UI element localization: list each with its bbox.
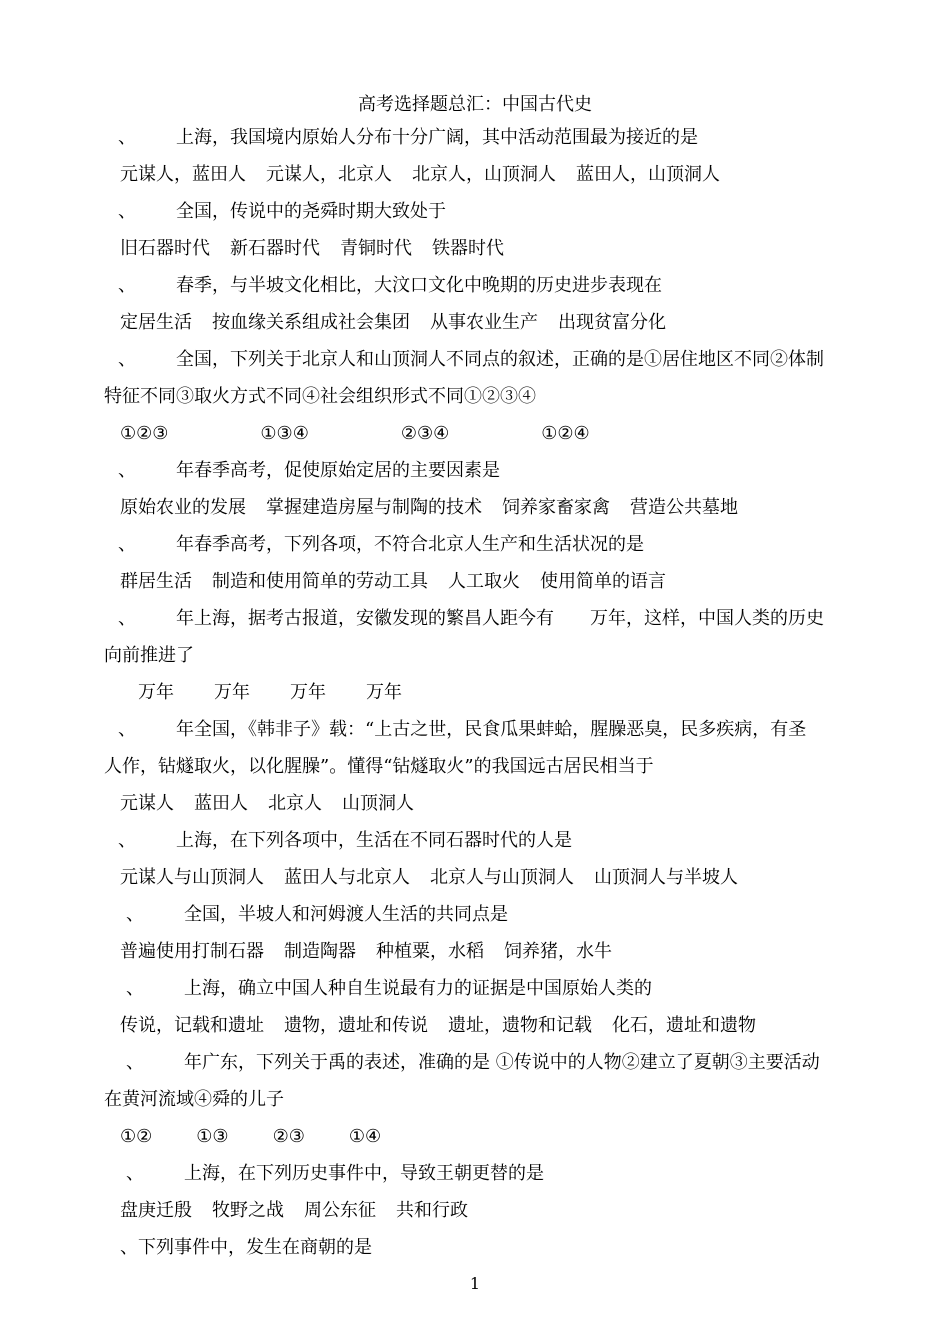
option: 新石器时代: [230, 238, 320, 259]
question-text-continued: 人作，钻燧取火，以化腥臊”。懂得“钻燧取火”的我国远古居民相当于: [104, 756, 654, 777]
option: 原始农业的发展: [120, 497, 246, 518]
question-text: 年广东，下列关于禹的表述，准确的是 ①传说中的人物②建立了夏朝③主要活动: [184, 1052, 820, 1073]
question-options: [120, 422, 682, 446]
question-text: 全国，下列关于北京人和山顶洞人不同点的叙述，正确的是①居住地区不同②体制: [176, 349, 824, 370]
option: 传说，记载和遗址: [120, 1015, 264, 1036]
option: 普遍使用打制石器: [120, 941, 264, 962]
question-text: 春季，与半坡文化相比，大汶口文化中晚期的历史进步表现在: [176, 275, 662, 296]
page-title: 高考选择题总汇：中国古代史: [358, 94, 592, 115]
question-number: 、: [126, 1163, 144, 1184]
question-stem: [126, 1162, 544, 1186]
option: 万年: [214, 682, 250, 703]
question-stem: [118, 718, 806, 742]
question-options: [120, 866, 758, 890]
option: 北京人，山顶洞人: [412, 164, 556, 185]
option: 周公东征: [304, 1200, 376, 1221]
question-stem: [126, 903, 508, 927]
option: 盘庚迁殷: [120, 1200, 192, 1221]
option: 制造和使用简单的劳动工具: [212, 571, 428, 592]
question-stem: [126, 977, 652, 1001]
question-text: 全国，半坡人和河姆渡人生活的共同点是: [184, 904, 508, 925]
question-stem: [118, 829, 572, 853]
option: 遗物，遗址和传说: [284, 1015, 428, 1036]
option: 万年: [290, 682, 326, 703]
option: ②③④: [400, 423, 450, 444]
option: 蓝田人: [194, 793, 248, 814]
question-text: 全国，传说中的尧舜时期大致处于: [176, 201, 446, 222]
option: 饲养猪，水牛: [504, 941, 612, 962]
question-number: 、: [118, 349, 136, 370]
question-number: 、: [118, 460, 136, 481]
option: 铁器时代: [432, 238, 504, 259]
option: 山顶洞人与半坡人: [594, 867, 738, 888]
page-number: 1: [469, 1274, 481, 1293]
question-options: [120, 163, 740, 187]
question-stem: [126, 1051, 820, 1075]
question-text: 年春季高考，下列各项，不符合北京人生产和生活状况的是: [176, 534, 644, 555]
option: 蓝田人，山顶洞人: [576, 164, 720, 185]
question-text: 上海，在下列历史事件中，导致王朝更替的是: [184, 1163, 544, 1184]
question-stem: [118, 274, 662, 298]
option: 元谋人，蓝田人: [120, 164, 246, 185]
option: 元谋人: [120, 793, 174, 814]
question-stem: [118, 459, 500, 483]
option: 山顶洞人: [342, 793, 414, 814]
option: 出现贫富分化: [558, 312, 666, 333]
question-options: [120, 237, 524, 261]
question-text: 上海，我国境内原始人分布十分广阔，其中活动范围最为接近的是: [176, 127, 698, 148]
question-stem: [120, 1236, 372, 1260]
option: 旧石器时代: [120, 238, 210, 259]
option: 北京人: [268, 793, 322, 814]
option: ①②③: [120, 423, 169, 444]
question-text: 上海，在下列各项中，生活在不同石器时代的人是: [176, 830, 572, 851]
question-options: [120, 496, 758, 520]
question-text: 上海，确立中国人种自生说最有力的证据是中国原始人类的: [184, 978, 652, 999]
option: 营造公共墓地: [630, 497, 738, 518]
option: ①④: [348, 1126, 382, 1147]
option: 群居生活: [120, 571, 192, 592]
option: 人工取火: [448, 571, 520, 592]
question-number: 、: [126, 1052, 144, 1073]
option: 北京人与山顶洞人: [430, 867, 574, 888]
question-number: 、: [118, 534, 136, 555]
question-number: 、: [118, 608, 136, 629]
option: 元谋人，北京人: [266, 164, 392, 185]
question-text: 下列事件中，发生在商朝的是: [138, 1237, 372, 1258]
question-text: 年全国，《韩非子》载：“上古之世，民食瓜果蚌蛤，腥臊恶臭，民多疾病，有圣: [176, 719, 807, 740]
option: 使用简单的语言: [540, 571, 666, 592]
option: 万年: [366, 682, 402, 703]
option: ①③④: [260, 423, 309, 444]
question-options: [120, 570, 686, 594]
question-stem: [118, 126, 698, 150]
option: 化石，遗址和遗物: [612, 1015, 756, 1036]
question-number: 、: [118, 275, 136, 296]
option: 饲养家畜家禽: [502, 497, 610, 518]
option: 制造陶器: [284, 941, 356, 962]
question-options: [120, 940, 632, 964]
option: 青铜时代: [340, 238, 412, 259]
option: ①②: [120, 1126, 153, 1147]
question-number: 、: [126, 978, 144, 999]
question-text-continued: 特征不同③取火方式不同④社会组织形式不同①②③④: [104, 386, 536, 407]
question-stem: [118, 607, 824, 631]
question-options: [120, 1125, 425, 1149]
question-stem: [118, 200, 446, 224]
question-text-continued: 向前推进了: [104, 645, 194, 666]
question-options: [138, 681, 442, 705]
question-number: 、: [120, 1237, 138, 1258]
option: ②③: [272, 1126, 305, 1147]
option: 蓝田人与北京人: [284, 867, 410, 888]
question-options: [120, 1014, 776, 1038]
option: 万年: [138, 682, 174, 703]
option: 定居生活: [120, 312, 192, 333]
option: ①③: [196, 1126, 229, 1147]
question-number: 、: [118, 201, 136, 222]
option: 从事农业生产: [430, 312, 538, 333]
option: 掌握建造房屋与制陶的技术: [266, 497, 482, 518]
question-number: 、: [118, 830, 136, 851]
question-options: [120, 792, 434, 816]
option: 遗址，遗物和记载: [448, 1015, 592, 1036]
question-number: 、: [118, 127, 136, 148]
question-options: [120, 1199, 488, 1223]
option: 种植粟，水稻: [376, 941, 484, 962]
question-number: 、: [118, 719, 136, 740]
option: 牧野之战: [212, 1200, 284, 1221]
question-options: [120, 311, 686, 335]
question-stem: [118, 348, 824, 372]
option: ①②④: [541, 423, 590, 444]
question-text: 年春季高考，促使原始定居的主要因素是: [176, 460, 500, 481]
question-text: 年上海，据考古报道，安徽发现的繁昌人距今有 万年，这样，中国人类的历史: [176, 608, 824, 629]
option: 元谋人与山顶洞人: [120, 867, 264, 888]
question-text-continued: 在黄河流域④舜的儿子: [104, 1089, 284, 1110]
option: 按血缘关系组成社会集团: [212, 312, 410, 333]
option: 共和行政: [396, 1200, 468, 1221]
question-number: 、: [126, 904, 144, 925]
question-stem: [118, 533, 644, 557]
